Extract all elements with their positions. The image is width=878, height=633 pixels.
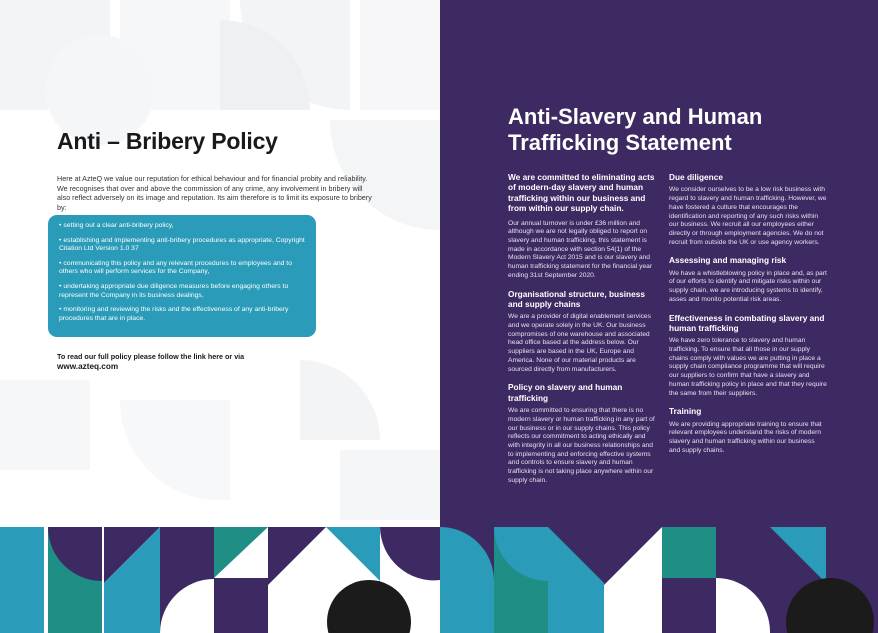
list-item: • undertaking appropriate due diligence measures before engaging others to represent the Company in its business dealings,	[59, 282, 289, 299]
lead-statement: We are committed to eliminating acts of modern-day slavery and human trafficking within our business and from within our supply chain.	[508, 172, 655, 214]
bullet-box	[48, 215, 316, 337]
bullet-icon: •	[59, 222, 62, 229]
section-heading-organisation: Organisational structure, business and supply chains	[508, 288, 645, 309]
bullet-list	[48, 215, 316, 323]
effectiveness-paragraph: We have zero tolerance to slavery and human trafficking. To ensure that all those in our supply chains comply with values we are putting in place a supply chain compliance programme that will require our suppliers to confirm that have a slavery and human trafficking policy in place and that they require the same from their suppliers.	[669, 337, 827, 397]
column-right	[669, 172, 827, 464]
list-item: • communicating this policy and any relevant procedures to employees and to others who will perform services for the Company,	[59, 259, 292, 276]
list-item: • setting out a clear anti-bribery policy,	[59, 222, 174, 229]
risk-paragraph: We have a whistleblowing policy in place and, as part of our efforts to identify and mitigate risks within our supply chain, we are introducing systems to identify, asses and monito potential risk areas.	[669, 269, 827, 303]
statement-title: Anti-Slavery and Human Trafficking Statement	[508, 104, 763, 155]
turnover-paragraph: Our annual turnover is under £36 million and although we are not legally obliged to report on slavery and human trafficking, this statement is made in accordance with section 54(1) of the Modern Slavery Act 2015 and is our slavery and human trafficking statement for the financial year ending 31st September 2020.	[508, 219, 653, 279]
column-left	[508, 172, 658, 493]
policy-link-note	[57, 352, 287, 372]
list-item: • establishing and implementing anti-bribery procedures as appropriate, Copyright Citation Ltd Version 1.0 37	[59, 236, 305, 253]
section-heading-policy: Policy on slavery and human trafficking	[508, 382, 623, 403]
section-heading-risk: Assessing and managing risk	[669, 255, 787, 266]
policy-paragraph: We are committed to ensuring that there is no modern slavery or human trafficking in any part of our business or in our supply chains. This policy reflects our commitment to acting ethically and with integrity in all our business relationships and to implementing and enforcing effective systems and controls to ensure slavery and human trafficking is not taking place anywhere within our supply chain.	[508, 407, 655, 484]
section-heading-effectiveness: Effectiveness in combating slavery and human trafficking	[669, 312, 825, 333]
intro-paragraph: Here at AzteQ we value our reputation for ethical behaviour and for financial probity and reliability. We recognises that over and above the commission of any crime, any involvement in bribery will also reflect adversely on its image and reputation. Its aim therefore is to limit its exposure to bribery by:	[57, 174, 372, 212]
organisation-paragraph: We are a provider of digital enablement services and we operate solely in the UK. Our business compromises of one warehouse and associated head office based at the address below. Our suppliers are based in the UK, Europe and America. None of our material products are sourced directly from manufacturers.	[508, 313, 651, 373]
page-title: Anti – Bribery Policy	[57, 128, 278, 154]
list-item: • monitoring and reviewing the risks and the effectiveness of any anti-bribery procedures that are in place.	[59, 306, 289, 322]
website-link[interactable]: www.azteq.com	[57, 362, 119, 371]
cta-text: To read our full policy please follow the link here or via	[57, 352, 245, 361]
due-diligence-paragraph: We consider ourselves to be a low risk business with regard to slavery and human trafficking. However, we have fostered a culture that encourages the identification and reporting of any such risks within our business. We recruit all our employees either directly or through employment agencies. We do not recruit from outside the UK or use agency workers.	[669, 186, 827, 246]
decorative-shapes-footer	[0, 520, 878, 633]
section-heading-training: Training	[669, 406, 702, 417]
bullet-icon: •	[59, 236, 62, 244]
training-paragraph: We are providing appropriate training to ensure that relevant employees understand the risks of modern slavery and human trafficking within our business and supply chains.	[669, 420, 822, 454]
bullet-icon: •	[59, 259, 62, 267]
bullet-icon: •	[59, 306, 62, 314]
bullet-icon: •	[59, 282, 62, 290]
section-heading-due-diligence: Due diligence	[669, 172, 723, 182]
